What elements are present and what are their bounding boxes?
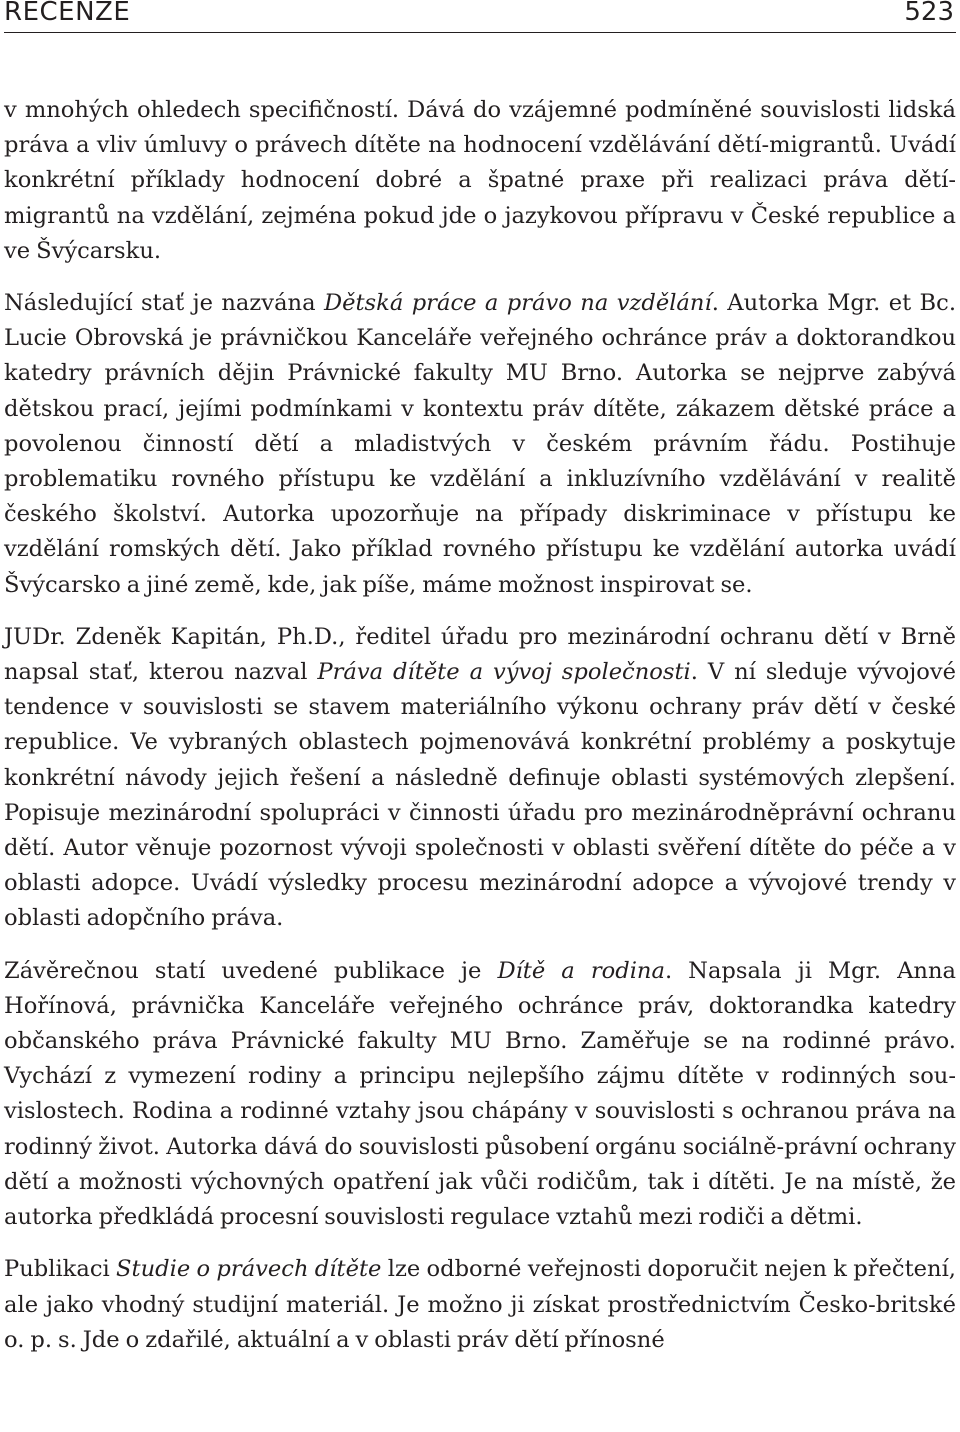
paragraph-1 [4,93,956,269]
text-run: lze odborné veřejnosti doporučit nejen k přečtení, ale jako vhodný studijní materiál. Je možno ji získat prostřednictvím Česko-britské o. p. s. Jde o zdařilé, aktuální a v oblasti práv dětí přínosné [4,1256,956,1353]
article-title-italic: Práva dítěte a vývoj společnosti [317,659,691,686]
text-run: JUDr. Zdeněk Kapitán, Ph.D., ředitel úřadu pro mezinárodní ochranu dětí v Brně napsal stať, kterou nazval [4,623,956,686]
running-header [4,0,956,30]
body-text [4,93,956,1358]
paragraph-2 [4,286,956,603]
paragraph-5 [4,1252,956,1358]
article-title-italic: Dítě a rodina [497,957,665,984]
publication-title-italic: Studie o právech dítěte [116,1256,382,1283]
section-title: RECENZE [4,0,131,27]
text-run: v mnohých ohledech specifičností. Dává do vzájemné podmíněné souvislosti lidská práva a vliv úmluvy o právech dítěte na hodnocení vzdělávání dětí-migrantů. Uvádí konkrétní příklady hodnocení dobré a špatné praxe při realizaci práva dětí-migrantů na vzdělání, zejména pokud jde o jazykovou přípravu v České republice a ve Švýcarsku. [4,97,956,264]
header-rule [4,32,956,33]
text-run: Závěrečnou statí uvedené publikace je [4,957,498,984]
article-title-italic: Dětská práce a právo na vzdělání [323,290,712,317]
text-run: . V ní sleduje vývojové tendence v souvislosti se stavem materiálního výkonu ochrany práv dětí v české republice. Ve vybraných oblastech pojmenovává konkrétní problémy a poskytuje konkrétní návody jejich řešení a následně definuje oblasti systémových zlepšení. Popisuje mezinárodní spolupráci v činnosti úřadu pro mezinárodněprávní ochranu dětí. Autor věnuje pozornost vývoji společnosti v oblasti svěření dítěte do péče a v oblasti adopce. Uvádí výsledky procesu mezinárodní adopce a vývojové trendy v oblasti adopčního práva. [4,659,957,932]
text-run: . Napsala ji Mgr. Anna Hořínová, právnička Kanceláře veřejného ochránce práv, doktorandka katedry občanského práva Právnické fakulty MU Brno. Zaměřuje se na rodinné právo. Vychází z vymezení rodiny a principu nejlepšího zájmu dítěte v rodinných souvislostech. Rodina a rodinné vztahy jsou chápány v souvislosti s ochranou práva na rodinný život. Autorka dává do souvislosti působení orgánu sociálně-právní ochrany dětí a možnosti výchovných opatření jak vůči rodičům, tak i dítěti. Je na místě, že autorka předkládá procesní souvislosti regulace vztahů mezi rodiči a dětmi. [4,957,957,1231]
text-run: . Autorka Mgr. et Bc. Lucie Obrovská je právničkou Kanceláře veřejného ochránce práv a doktorandkou katedry právních dějin Právnické fakulty MU Brno. Autorka se nejprve zabývá dětskou prací, jejími podmínkami v kontextu práv dítěte, zákazem dětské práce a povolenou činností dětí a mladistvých v českém právním řádu. Postihuje problematiku rovného přístupu ke vzdělání a inkluzívního vzdělávání v realitě českého školství. Autorka upozorňuje na případy diskriminace v přístupu ke vzdělání romských dětí. Jako příklad rovného přístupu ke vzdělání autorka uvádí Švýcarsko a jiné země, kde, jak píše, máme možnost inspirovat se. [4,290,957,598]
paragraph-4 [4,954,956,1236]
page-number: 523 [904,0,954,27]
text-run: Následující stať je nazvána [4,290,324,317]
paragraph-3 [4,620,956,937]
text-run: Publikaci [4,1256,117,1283]
